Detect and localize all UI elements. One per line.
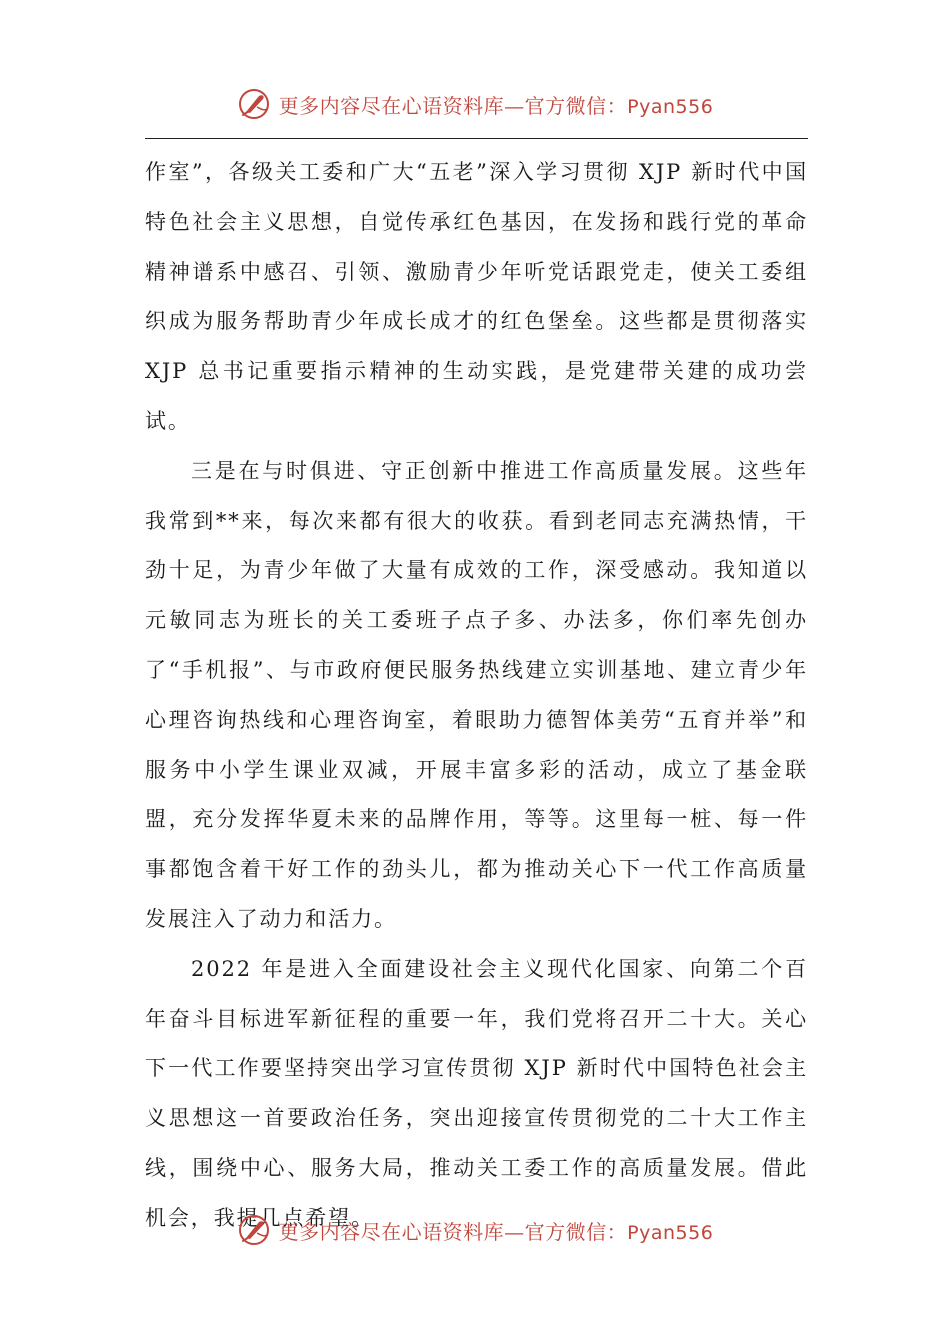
quill-pen-logo-icon	[237, 87, 271, 121]
paragraph-2022-outlook: 2022 年是进入全面建设社会主义现代化国家、向第二个百年奋斗目标进军新征程的重要一年，我们党将召开二十大。关心下一代工作要坚持突出学习宣传贯彻 XJP 新时代中国特色社会主义思想这一首要政治任务，突出迎接宣传贯彻党的二十大工作主线，围绕中心、服务大局，推动关工委工作的高质量发展。借此机会，我提几点希望。	[145, 956, 808, 1230]
watermark-text	[279, 1216, 714, 1245]
paragraph-continuation: 作室”，各级关工委和广大“五老”深入学习贯彻 XJP 新时代中国特色社会主义思想，自觉传承红色基因，在发扬和践行党的革命精神谱系中感召、引领、激励青少年听党话跟党走，使关工委组织成为服务帮助青少年成长成才的红色堡垒。这些都是贯彻落实 XJP 总书记重要指示精神的生动实践，是党建带关建的成功尝试。	[145, 160, 808, 433]
watermark-official-label: 官方微信：	[524, 1219, 628, 1244]
watermark-official-label: 官方微信：	[524, 93, 628, 118]
paragraph-point-three: 三是在与时俱进、守正创新中推进工作高质量发展。这些年我常到**来，每次来都有很大的收获。看到老同志充满热情，干劲十足，为青少年做了大量有成效的工作，深受感动。我知道以元敏同志为班长的关工委班子点子多、办法多，你们率先创办了“手机报”、与市政府便民服务热线建立实训基地、建立青少年心理咨询热线和心理咨询室，着眼助力德智体美劳“五育并举”和服务中小学生课业双减，开展丰富多彩的活动，成立了基金联盟，充分发挥华夏未来的品牌作用，等等。这里每一桩、每一件事都饱含着干好工作的劲头儿，都为推动关心下一代工作高质量发展注入了动力和活力。	[145, 458, 808, 931]
header-divider	[145, 138, 808, 139]
watermark-wechat-id: Pyan556	[627, 1221, 714, 1244]
watermark-wechat-id: Pyan556	[627, 95, 714, 118]
watermark-separator: —	[504, 93, 525, 118]
header-watermark	[0, 84, 950, 124]
watermark-text	[279, 90, 714, 119]
watermark-separator: —	[504, 1219, 525, 1244]
document-body	[145, 148, 808, 1244]
watermark-site-text: 更多内容尽在心语资料库	[278, 1219, 505, 1244]
footer-watermark	[0, 1210, 950, 1250]
watermark-site-text: 更多内容尽在心语资料库	[278, 93, 505, 118]
quill-pen-logo-icon	[237, 1213, 271, 1247]
